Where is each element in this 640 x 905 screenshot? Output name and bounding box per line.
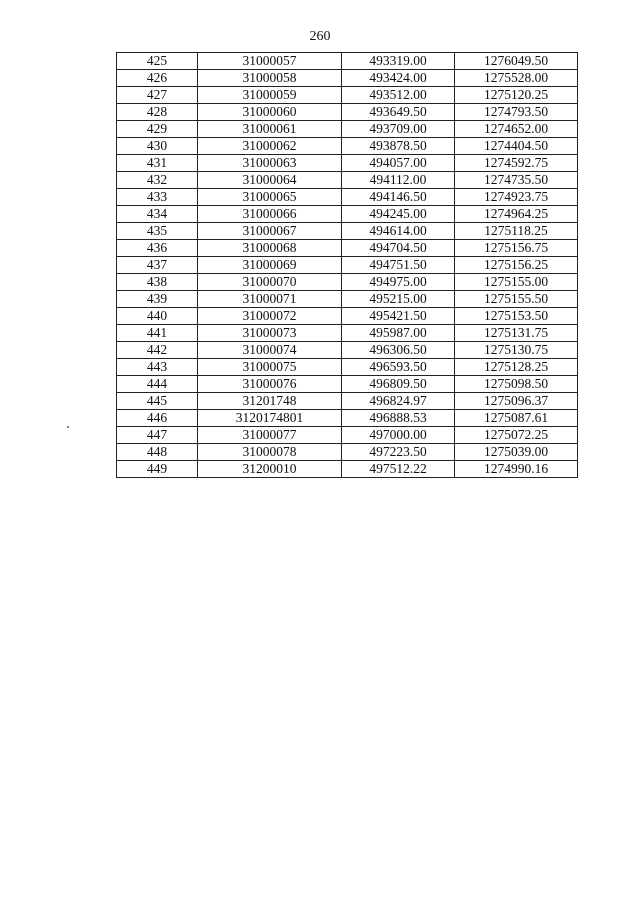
point-code-cell: 3120174801	[198, 410, 342, 427]
table-row	[117, 53, 578, 70]
x-coordinate-cell: 496593.50	[342, 359, 455, 376]
point-code-cell: 31000067	[198, 223, 342, 240]
point-code-cell: 31000064	[198, 172, 342, 189]
row-number-cell: 428	[117, 104, 198, 121]
point-code-cell: 31000060	[198, 104, 342, 121]
y-coordinate-cell: 1275072.25	[455, 427, 578, 444]
point-code-cell: 31000059	[198, 87, 342, 104]
x-coordinate-cell: 494975.00	[342, 274, 455, 291]
row-number-cell: 449	[117, 461, 198, 478]
x-coordinate-cell: 495215.00	[342, 291, 455, 308]
table-row	[117, 444, 578, 461]
x-coordinate-cell: 494245.00	[342, 206, 455, 223]
x-coordinate-cell: 496888.53	[342, 410, 455, 427]
x-coordinate-cell: 497000.00	[342, 427, 455, 444]
table-row	[117, 410, 578, 427]
point-code-cell: 31000058	[198, 70, 342, 87]
point-code-cell: 31000062	[198, 138, 342, 155]
table-row	[117, 291, 578, 308]
x-coordinate-cell: 494057.00	[342, 155, 455, 172]
y-coordinate-cell: 1275087.61	[455, 410, 578, 427]
y-coordinate-cell: 1275155.50	[455, 291, 578, 308]
table-row	[117, 206, 578, 223]
y-coordinate-cell: 1274735.50	[455, 172, 578, 189]
table-row	[117, 172, 578, 189]
row-number-cell: 434	[117, 206, 198, 223]
point-code-cell: 31000076	[198, 376, 342, 393]
row-number-cell: 445	[117, 393, 198, 410]
point-code-cell: 31201748	[198, 393, 342, 410]
x-coordinate-cell: 496809.50	[342, 376, 455, 393]
table-row	[117, 104, 578, 121]
table-body	[117, 53, 578, 478]
table-row	[117, 342, 578, 359]
coordinate-table	[116, 52, 578, 478]
table-row	[117, 308, 578, 325]
table-row	[117, 155, 578, 172]
x-coordinate-cell: 493878.50	[342, 138, 455, 155]
x-coordinate-cell: 497512.22	[342, 461, 455, 478]
row-number-cell: 433	[117, 189, 198, 206]
table-row	[117, 223, 578, 240]
table-row	[117, 376, 578, 393]
y-coordinate-cell: 1275039.00	[455, 444, 578, 461]
y-coordinate-cell: 1275528.00	[455, 70, 578, 87]
table-row	[117, 274, 578, 291]
table-row	[117, 461, 578, 478]
row-number-cell: 425	[117, 53, 198, 70]
y-coordinate-cell: 1274793.50	[455, 104, 578, 121]
y-coordinate-cell: 1274990.16	[455, 461, 578, 478]
x-coordinate-cell: 494704.50	[342, 240, 455, 257]
y-coordinate-cell: 1275156.25	[455, 257, 578, 274]
table-row	[117, 359, 578, 376]
y-coordinate-cell: 1274404.50	[455, 138, 578, 155]
x-coordinate-cell: 495421.50	[342, 308, 455, 325]
x-coordinate-cell: 494614.00	[342, 223, 455, 240]
row-number-cell: 443	[117, 359, 198, 376]
y-coordinate-cell: 1275128.25	[455, 359, 578, 376]
x-coordinate-cell: 493709.00	[342, 121, 455, 138]
point-code-cell: 31000066	[198, 206, 342, 223]
table-row	[117, 257, 578, 274]
table-row	[117, 427, 578, 444]
y-coordinate-cell: 1275120.25	[455, 87, 578, 104]
x-coordinate-cell: 495987.00	[342, 325, 455, 342]
row-number-cell: 441	[117, 325, 198, 342]
x-coordinate-cell: 494146.50	[342, 189, 455, 206]
row-number-cell: 431	[117, 155, 198, 172]
point-code-cell: 31000068	[198, 240, 342, 257]
point-code-cell: 31000057	[198, 53, 342, 70]
x-coordinate-cell: 497223.50	[342, 444, 455, 461]
y-coordinate-cell: 1275131.75	[455, 325, 578, 342]
point-code-cell: 31000071	[198, 291, 342, 308]
row-number-cell: 438	[117, 274, 198, 291]
row-number-cell: 439	[117, 291, 198, 308]
y-coordinate-cell: 1274652.00	[455, 121, 578, 138]
row-number-cell: 442	[117, 342, 198, 359]
row-number-cell: 436	[117, 240, 198, 257]
y-coordinate-cell: 1275153.50	[455, 308, 578, 325]
y-coordinate-cell: 1275096.37	[455, 393, 578, 410]
point-code-cell: 31000078	[198, 444, 342, 461]
y-coordinate-cell: 1275098.50	[455, 376, 578, 393]
table-row	[117, 138, 578, 155]
row-number-cell: 430	[117, 138, 198, 155]
x-coordinate-cell: 493424.00	[342, 70, 455, 87]
y-coordinate-cell: 1274592.75	[455, 155, 578, 172]
x-coordinate-cell: 493512.00	[342, 87, 455, 104]
row-number-cell: 446	[117, 410, 198, 427]
y-coordinate-cell: 1275130.75	[455, 342, 578, 359]
point-code-cell: 31000061	[198, 121, 342, 138]
table-row	[117, 121, 578, 138]
point-code-cell: 31200010	[198, 461, 342, 478]
y-coordinate-cell: 1275118.25	[455, 223, 578, 240]
x-coordinate-cell: 493319.00	[342, 53, 455, 70]
table-row	[117, 189, 578, 206]
table-row	[117, 240, 578, 257]
row-number-cell: 444	[117, 376, 198, 393]
x-coordinate-cell: 496824.97	[342, 393, 455, 410]
point-code-cell: 31000077	[198, 427, 342, 444]
row-number-cell: 429	[117, 121, 198, 138]
x-coordinate-cell: 493649.50	[342, 104, 455, 121]
y-coordinate-cell: 1274923.75	[455, 189, 578, 206]
x-coordinate-cell: 494751.50	[342, 257, 455, 274]
point-code-cell: 31000065	[198, 189, 342, 206]
y-coordinate-cell: 1274964.25	[455, 206, 578, 223]
point-code-cell: 31000074	[198, 342, 342, 359]
row-number-cell: 448	[117, 444, 198, 461]
y-coordinate-cell: 1275156.75	[455, 240, 578, 257]
x-coordinate-cell: 496306.50	[342, 342, 455, 359]
row-number-cell: 432	[117, 172, 198, 189]
point-code-cell: 31000063	[198, 155, 342, 172]
y-coordinate-cell: 1275155.00	[455, 274, 578, 291]
x-coordinate-cell: 494112.00	[342, 172, 455, 189]
point-code-cell: 31000075	[198, 359, 342, 376]
y-coordinate-cell: 1276049.50	[455, 53, 578, 70]
point-code-cell: 31000069	[198, 257, 342, 274]
row-number-cell: 440	[117, 308, 198, 325]
table-row	[117, 325, 578, 342]
row-number-cell: 435	[117, 223, 198, 240]
row-number-cell: 427	[117, 87, 198, 104]
row-number-cell: 447	[117, 427, 198, 444]
stray-mark	[67, 426, 69, 428]
point-code-cell: 31000073	[198, 325, 342, 342]
table-row	[117, 70, 578, 87]
point-code-cell: 31000070	[198, 274, 342, 291]
table-row	[117, 393, 578, 410]
table-row	[117, 87, 578, 104]
row-number-cell: 437	[117, 257, 198, 274]
point-code-cell: 31000072	[198, 308, 342, 325]
page-number: 260	[309, 29, 331, 44]
row-number-cell: 426	[117, 70, 198, 87]
